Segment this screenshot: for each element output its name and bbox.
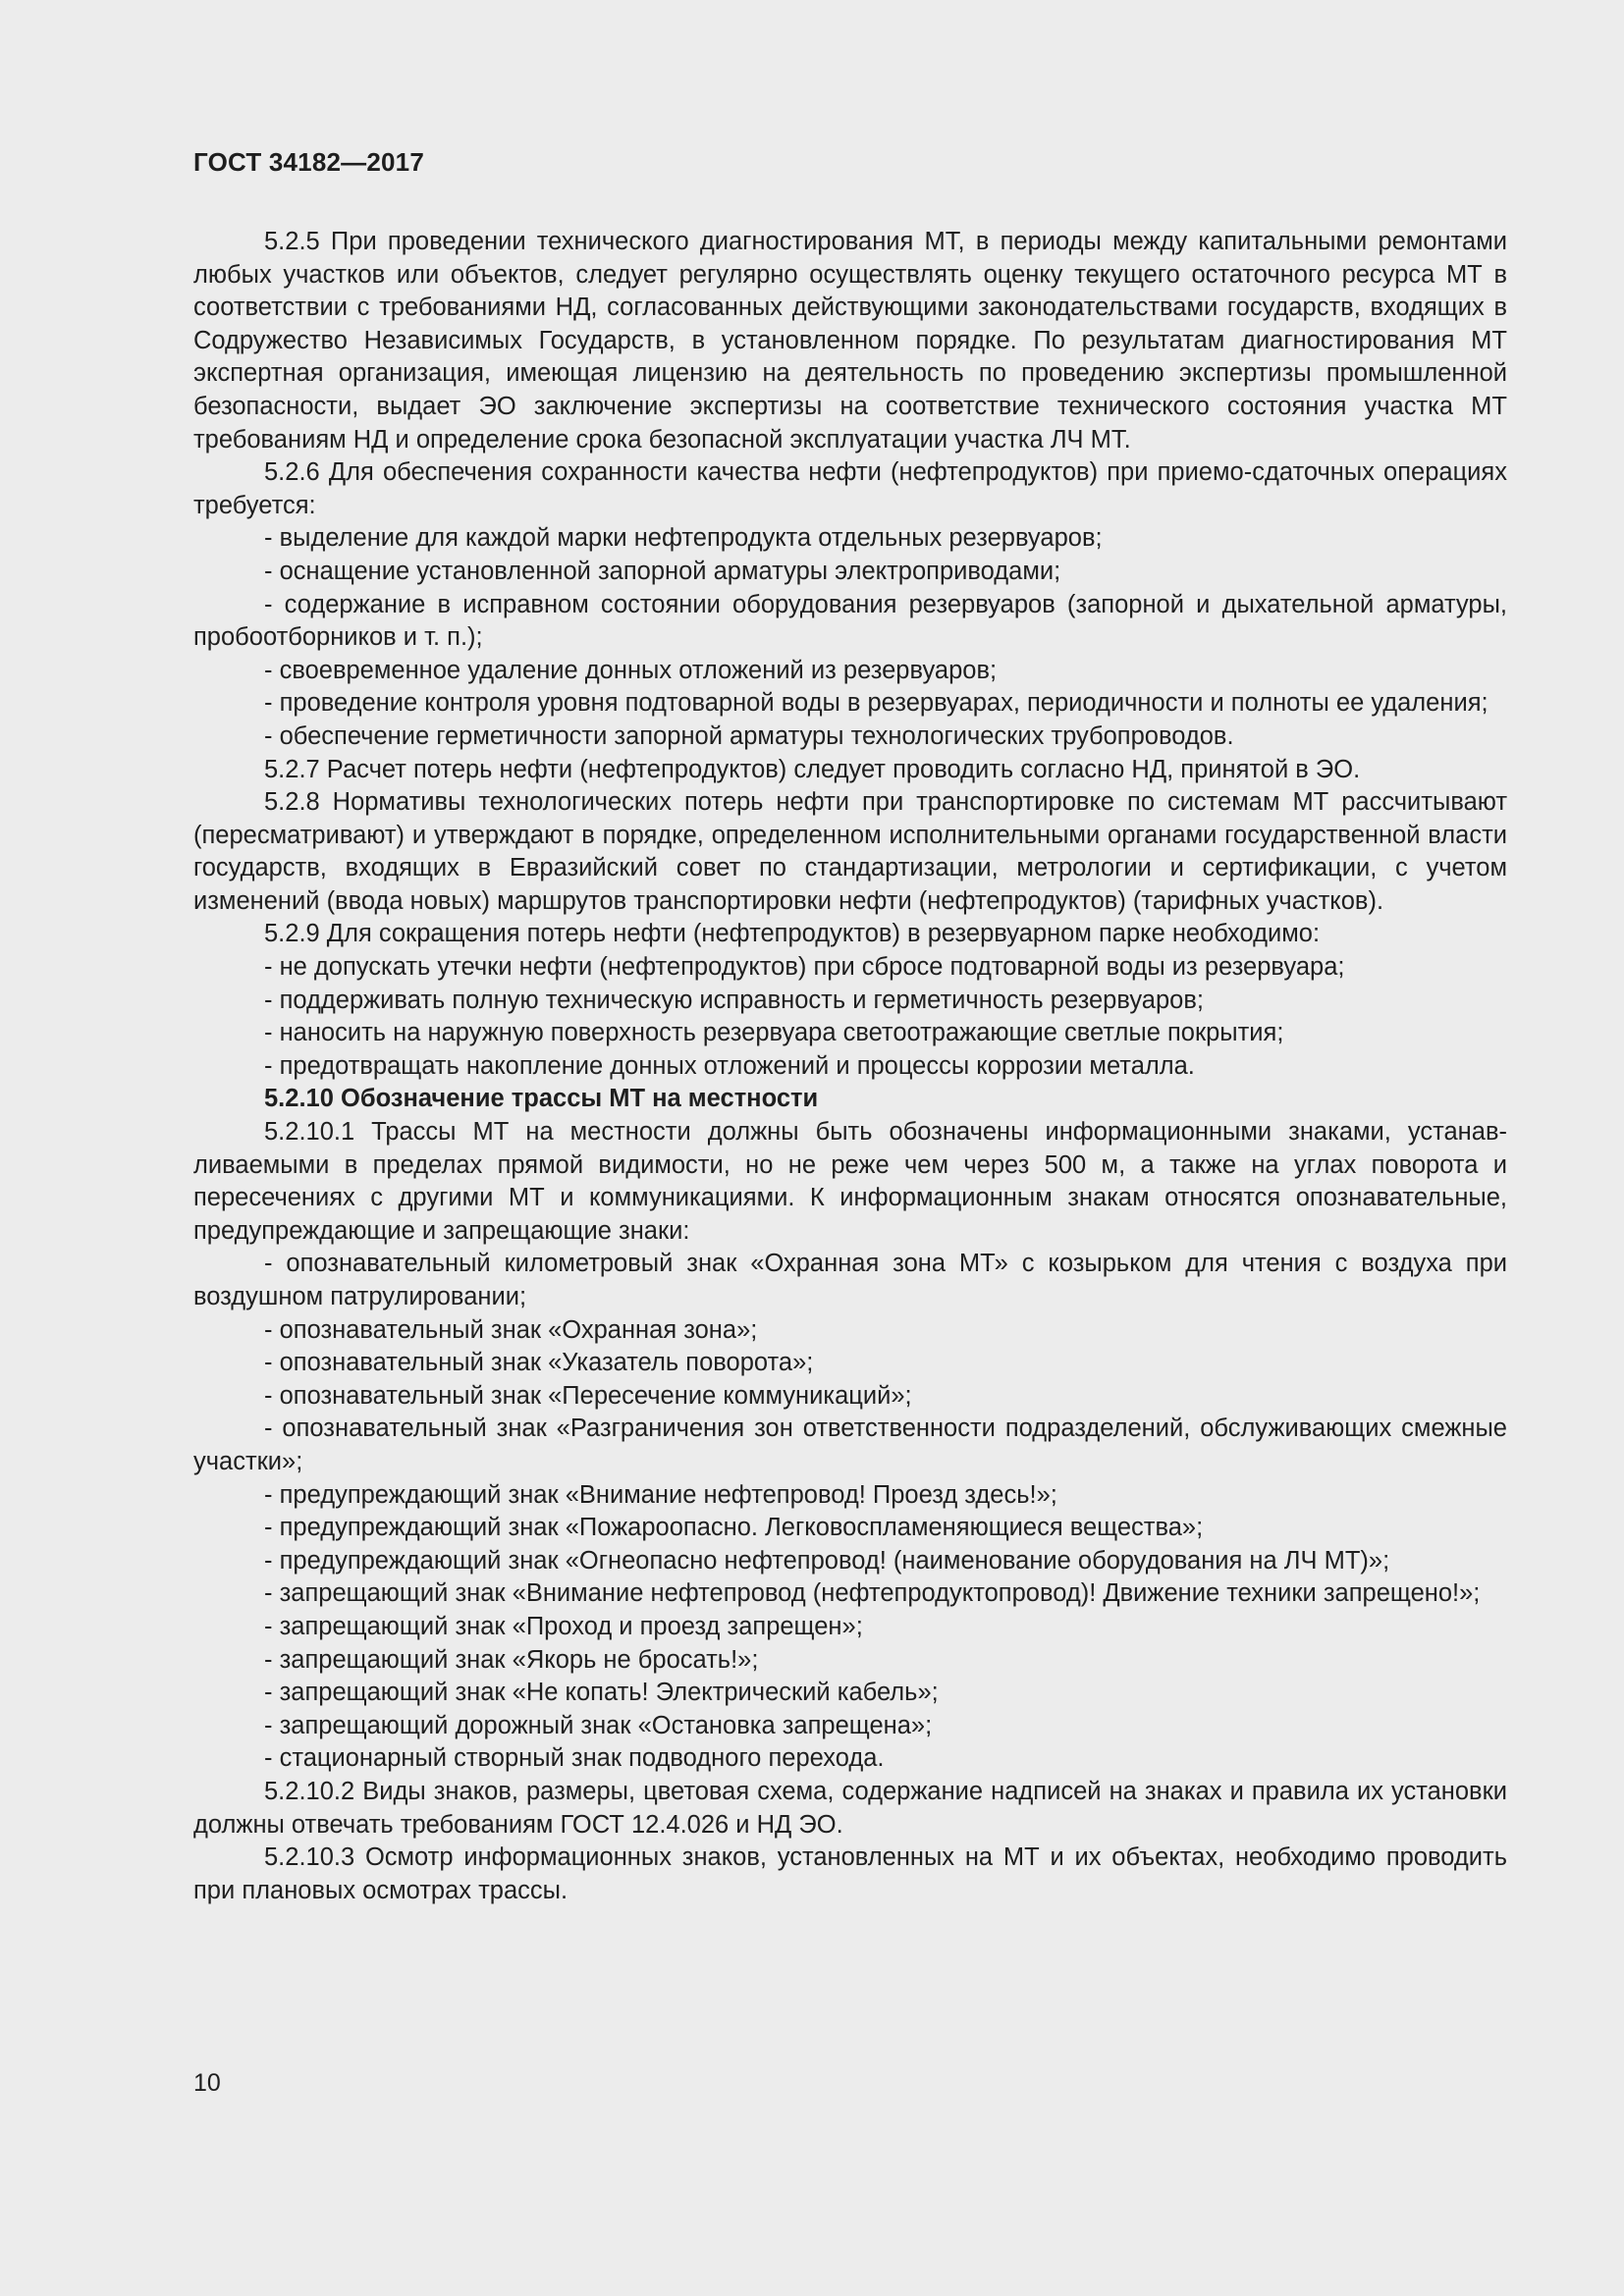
paragraph-5-2-8: 5.2.8 Нормативы технологических потерь нефти при транспортировке по системам МТ рассчитывают (пересматривают) и утверждают в порядке, определенном исполнительными органами государственной власти государств, входящих в Евразийский совет по стандартизации, метрологии и сертификации, с учетом изменений (ввода новых) маршрутов транспортировки нефти (нефтепродуктов) (тарифных участков).	[193, 788, 1507, 915]
list-item: - обеспечение герметичности запорной арматуры технологических трубопроводов.	[264, 721, 1234, 750]
list-item: - предупреждающий знак «Внимание нефтепровод! Проезд здесь!»;	[264, 1480, 1057, 1509]
list-item: - предупреждающий знак «Пожароопасно. Легковоспламеняющиеся вещества»;	[264, 1514, 1204, 1542]
paragraph-5-2-10-2: 5.2.10.2 Виды знаков, размеры, цветовая схема, содержание надписей на знаках и правила их установки должны отвечать требованиям ГОСТ 12.4.026 и НД ЭО.	[193, 1777, 1507, 1839]
list-item: - опознавательный знак «Охранная зона»;	[264, 1315, 758, 1344]
list-item: - опознавательный километровый знак «Охранная зона МТ» с козырьком для чтения с воздуха при воздушном патрулировании;	[193, 1250, 1507, 1310]
section-heading-5-2-10: 5.2.10 Обозначение трассы МТ на местности	[264, 1085, 819, 1113]
list-item: - поддерживать полную техническую исправность и герметичность резервуаров;	[264, 986, 1204, 1014]
list-item: - запрещающий дорожный знак «Остановка запрещена»;	[264, 1711, 933, 1739]
list-item: - предотвращать накопление донных отложений и процессы коррозии металла.	[264, 1051, 1195, 1080]
list-item: - не допускать утечки нефти (нефтепродуктов) при сбросе подтоварной воды из резервуара;	[264, 953, 1345, 982]
list-item: - содержание в исправном состоянии оборудования резервуаров (запорной и дыхательной арматуры, пробоотборников и т. п.);	[193, 590, 1507, 652]
list-item: - опознавательный знак «Указатель поворота»;	[264, 1349, 814, 1377]
paragraph-5-2-5: 5.2.5 При проведении технического диагностирования МТ, в периоды между капитальными ремонтами любых участков или объектов, следует регулярно осуществлять оценку текущего остаточного ресурса МТ в соответствии с требованиями НД, согласованных действующими законодательствами государств, входящих в Содружество Независимых Государств, в установленном порядке. По результатам диагностирования МТ экспертная организация, имеющая лицензию на деятельность по проведению экспертизы промышленной безопасности, выдает ЭО заключение экспертизы на соответствие технического состояния участка МТ требованиям НД и определение срока безопасной эксплуатации участка ЛЧ МТ.	[193, 228, 1507, 454]
list-item: - выделение для каждой марки нефтепродукта отдельных резервуаров;	[264, 524, 1103, 553]
list-item: - опознавательный знак «Разграничения зон ответственности подразделений, обслуживающих смежные участки»;	[193, 1415, 1507, 1475]
document-header: ГОСТ 34182—2017	[193, 147, 424, 177]
list-item: - проведение контроля уровня подтоварной воды в резервуарах, периодичности и полноты ее удаления;	[264, 689, 1489, 718]
list-item: - запрещающий знак «Якорь не бросать!»;	[264, 1645, 759, 1674]
paragraph-5-2-7: 5.2.7 Расчет потерь нефти (нефтепродуктов) следует проводить согласно НД, принятой в ЭО.	[264, 755, 1361, 783]
list-item: - предупреждающий знак «Огнеопасно нефтепровод! (наименование оборудования на ЛЧ МТ)»;	[264, 1546, 1390, 1575]
list-item: - запрещающий знак «Внимание нефтепровод (нефтепродуктопровод)! Движение техники запрещено!»;	[264, 1579, 1481, 1608]
paragraph-5-2-6: 5.2.6 Для обеспечения сохранности качества нефти (нефтепродуктов) при приемо-сдаточных операциях требуется:	[193, 458, 1507, 519]
list-item: - стационарный створный знак подводного перехода.	[264, 1744, 885, 1773]
list-item: - запрещающий знак «Проход и проезд запрещен»;	[264, 1612, 863, 1640]
paragraph-5-2-10-1: 5.2.10.1 Трассы МТ на местности должны быть обозначены информационными знаками, устанавливаемыми в пределах прямой видимости, но не реже чем через 500 м, а также на углах поворота и пересечениях с другими МТ и коммуникациями. К информационным знакам относятся опознавательные, предупреждающие и запрещающие знаки:	[193, 1118, 1507, 1245]
paragraph-5-2-9: 5.2.9 Для сокращения потерь нефти (нефтепродуктов) в резервуарном парке необходимо:	[264, 920, 1321, 948]
list-item: - опознавательный знак «Пересечение коммуникаций»;	[264, 1381, 912, 1410]
list-item: - оснащение установленной запорной арматуры электроприводами;	[264, 557, 1061, 585]
paragraph-5-2-10-3: 5.2.10.3 Осмотр информационных знаков, установленных на МТ и их объектах, необходимо проводить при плановых осмотрах трассы.	[193, 1843, 1507, 1904]
list-item: - наносить на наружную поверхность резервуара светоотражающие светлые покрытия;	[264, 1019, 1284, 1047]
list-item: - своевременное удаление донных отложений из резервуаров;	[264, 656, 998, 684]
document-body	[193, 226, 1507, 1907]
list-item: - запрещающий знак «Не копать! Электрический кабель»;	[264, 1679, 939, 1707]
page-number: 10	[193, 2069, 221, 2097]
